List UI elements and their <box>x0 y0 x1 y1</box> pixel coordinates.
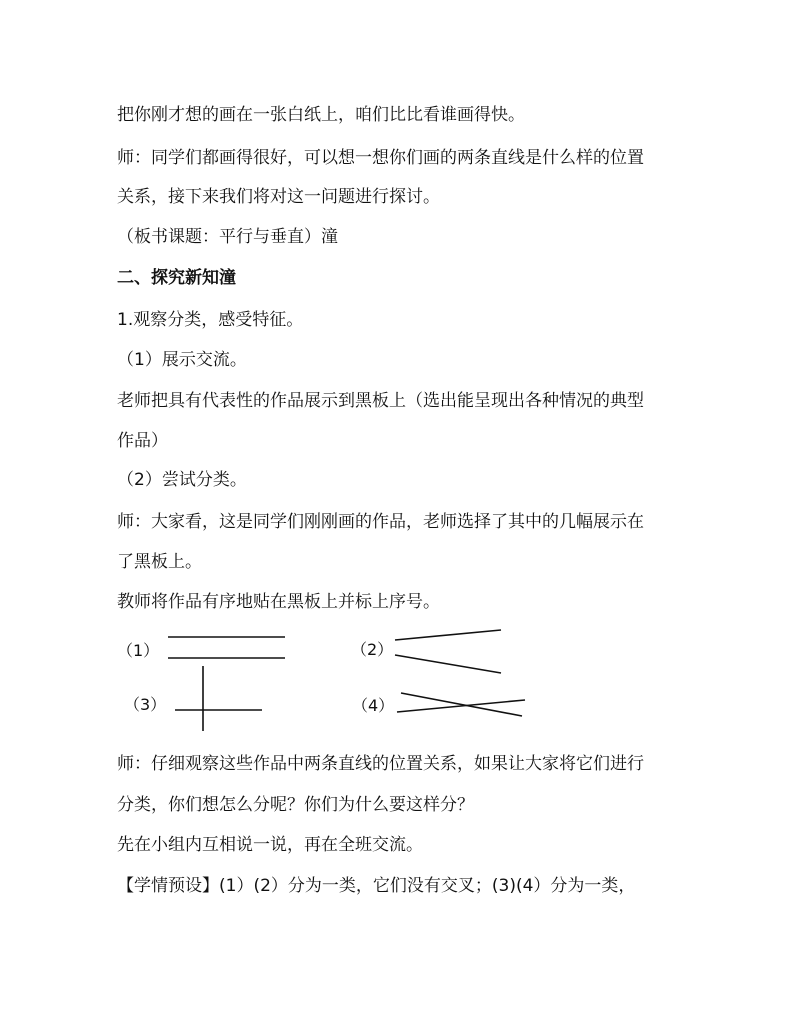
figure-label-4: （4） <box>352 696 395 715</box>
paragraph-3: 关系，接下来我们将对这一问题进行探讨。 <box>117 187 440 207</box>
paragraph-12: 了黑板上。 <box>117 552 202 572</box>
paragraph-17: 【学情预设】(1）(2）分为一类，它们没有交叉；(3)(4）分为一类， <box>117 876 636 896</box>
paragraph-14: 师：仔细观察这些作品中两条直线的位置关系，如果让大家将它们进行 <box>117 754 644 774</box>
figure4-line-a <box>401 693 522 716</box>
paragraph-7: （1）展示交流。 <box>117 350 247 370</box>
figure4-line-b <box>397 700 525 712</box>
section-heading: 二、探究新知潼 <box>117 268 236 288</box>
paragraph-11: 师：大家看，这是同学们刚刚画的作品，老师选择了其中的几幅展示在 <box>117 512 644 532</box>
paragraph-16: 先在小组内互相说一说，再在全班交流。 <box>117 835 423 855</box>
paragraph-15: 分类，你们想怎么分呢？你们为什么要这样分？ <box>117 795 474 815</box>
paragraph-6: 1.观察分类，感受特征。 <box>117 310 304 330</box>
figure-label-1: （1） <box>117 641 160 660</box>
paragraph-9: 作品） <box>117 431 168 451</box>
figure2-line-upper <box>395 630 501 640</box>
paragraph-4: （板书课题：平行与垂直）潼 <box>117 227 338 247</box>
paragraph-2: 师：同学们都画得很好，可以想一想你们画的两条直线是什么样的位置 <box>117 148 644 168</box>
figure-label-2: （2） <box>351 640 394 659</box>
figure-label-3: （3） <box>124 695 167 714</box>
paragraph-13: 教师将作品有序地贴在黑板上并标上序号。 <box>117 592 440 612</box>
paragraph-10: （2）尝试分类。 <box>117 470 247 490</box>
paragraph-8: 老师把具有代表性的作品展示到黑板上（选出能呈现出各种情况的典型 <box>117 391 644 411</box>
figure2-line-lower <box>395 655 501 673</box>
paragraph-1: 把你刚才想的画在一张白纸上，咱们比比看谁画得快。 <box>117 105 525 125</box>
